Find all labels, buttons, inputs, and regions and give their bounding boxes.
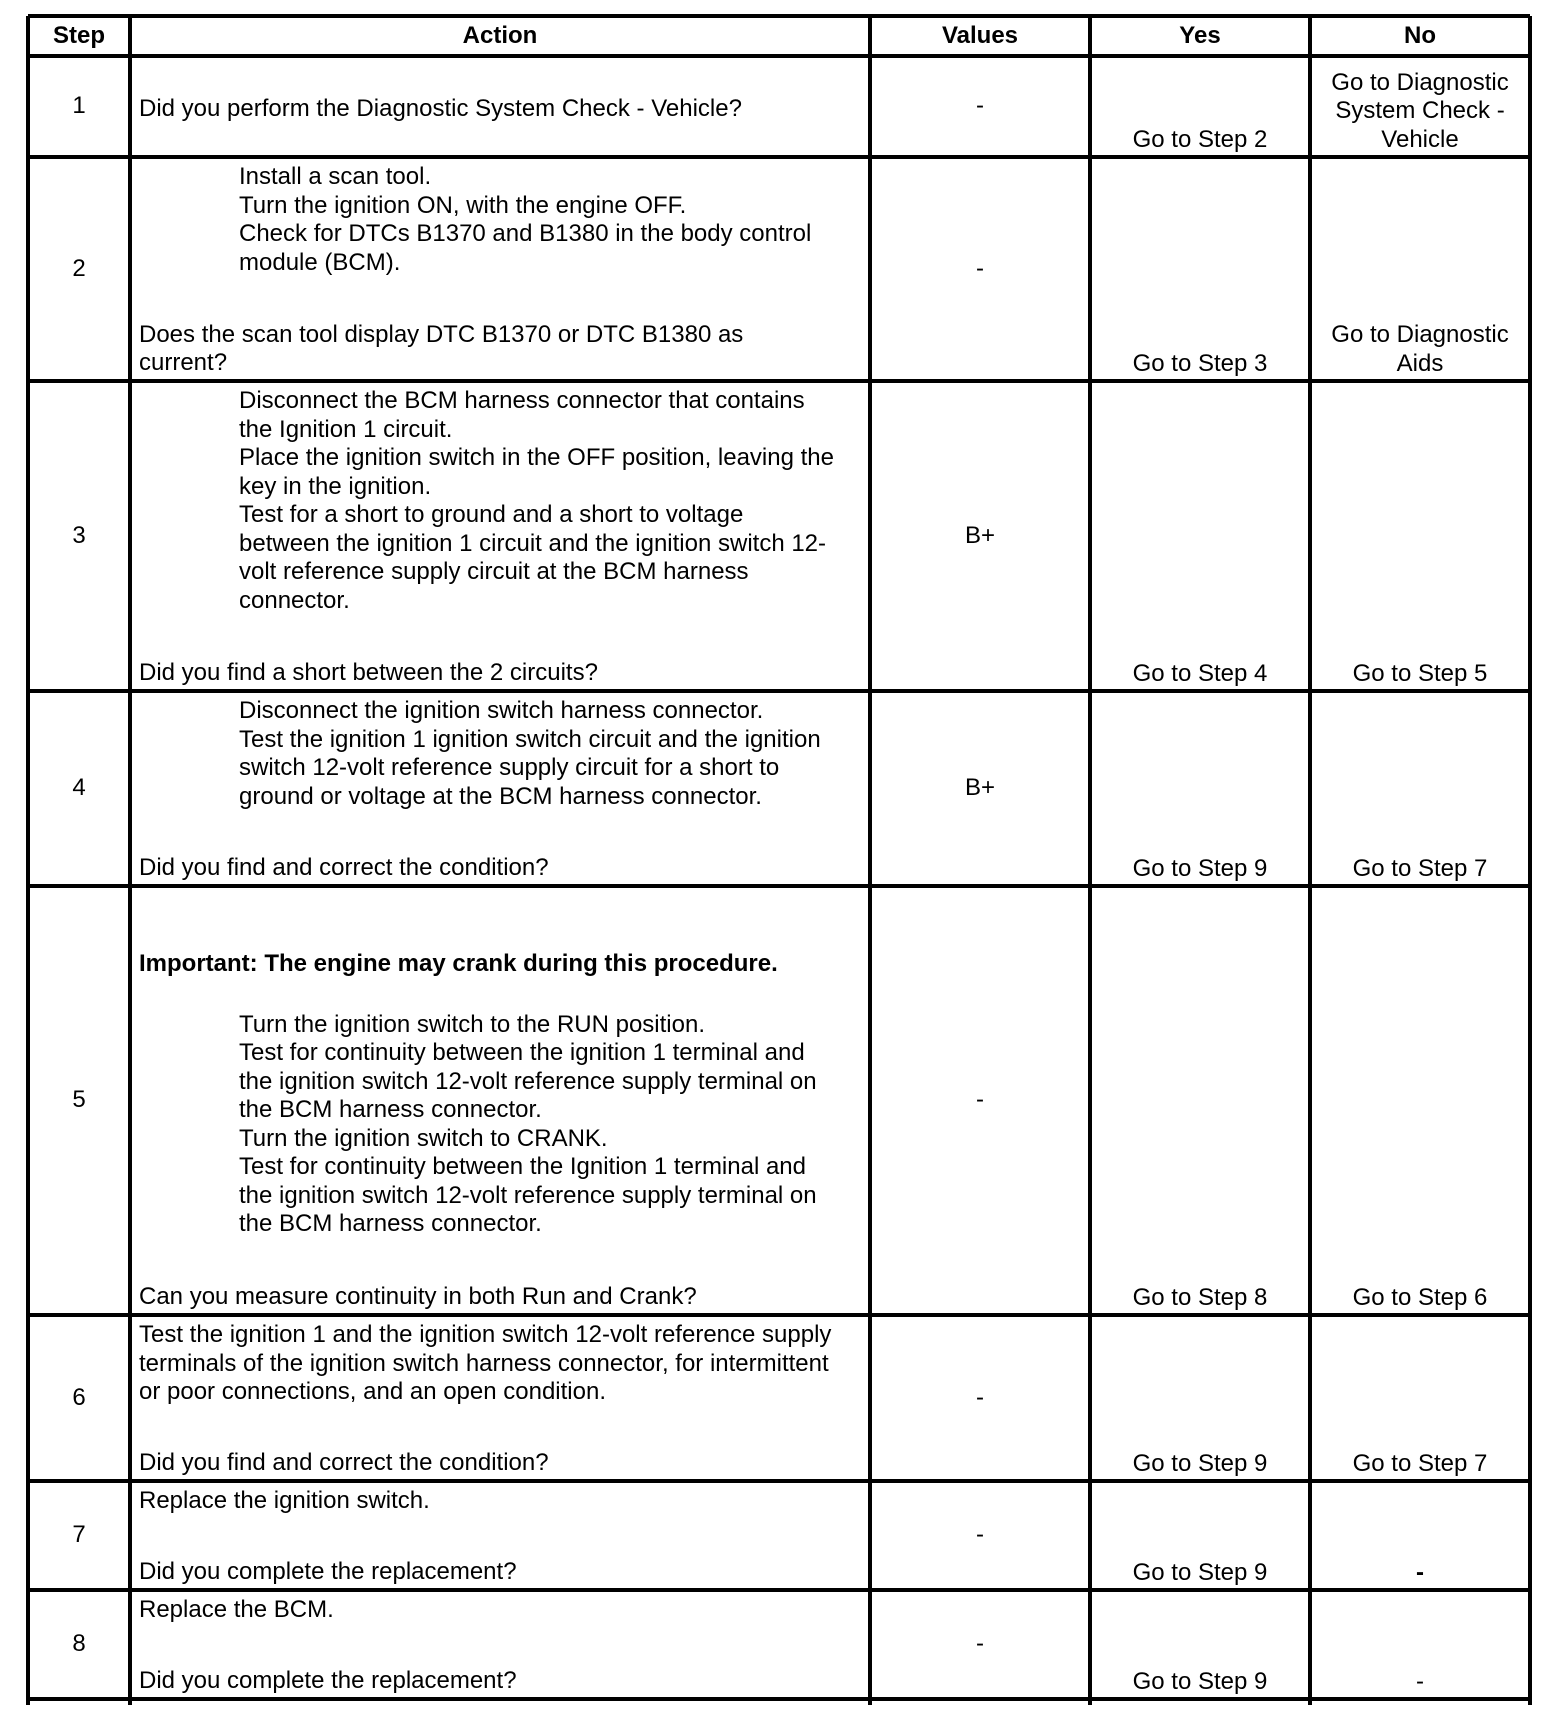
action-question: Did you find and correct the condition?: [139, 853, 549, 881]
action-cell: [132, 58, 868, 155]
yes-cell: [1092, 693, 1308, 884]
action-cell: [132, 888, 868, 1313]
yes-target: Go to Step 9: [1132, 1558, 1268, 1586]
values-cell: B+: [964, 774, 996, 802]
action-text: Replace the ignition switch.: [139, 1487, 430, 1514]
header-no: No: [1404, 21, 1436, 49]
no-target: Go to Step 6: [1352, 1283, 1488, 1311]
yes-target: Go to Step 2: [1132, 125, 1268, 153]
action-step: Test for continuity between the ignition 1 terminal and: [239, 1039, 805, 1066]
no-cell: [1312, 1483, 1528, 1588]
action-cell: [132, 1483, 868, 1588]
yes-cell: [1092, 159, 1308, 379]
action-step: Turn the ignition switch to CRANK.: [239, 1124, 608, 1152]
action-step: module (BCM).: [239, 248, 401, 276]
action-cell: [132, 383, 868, 689]
values-cell: -: [976, 1383, 984, 1411]
yes-cell: [1092, 58, 1308, 155]
action-step: between the ignition 1 circuit and the ignition switch 12-: [239, 529, 827, 557]
no-target: Go to Step 7: [1352, 854, 1488, 882]
no-target-line: Aids: [1396, 349, 1444, 377]
no-cell: [1312, 1592, 1528, 1697]
values-cell: -: [976, 254, 984, 282]
values-cell: -: [976, 92, 984, 120]
yes-target: Go to Step 8: [1132, 1283, 1268, 1311]
no-target: -: [1416, 1667, 1424, 1695]
no-target-line: Go to Diagnostic: [1331, 68, 1509, 96]
action-step: ground or voltage at the BCM harness connector.: [239, 782, 762, 810]
no-target: -: [1416, 1558, 1424, 1586]
action-cell: [132, 693, 868, 884]
no-target: Go to Step 5: [1352, 659, 1488, 687]
action-text: terminals of the ignition switch harness connector, for intermittent: [139, 1349, 829, 1377]
step-number: 5: [72, 1086, 86, 1114]
action-question: Can you measure continuity in both Run and Crank?: [139, 1282, 697, 1310]
row-border: [28, 1697, 1530, 1701]
step-number: 1: [72, 92, 86, 120]
col-border: [1528, 16, 1532, 1705]
action-step: key in the ignition.: [239, 472, 432, 500]
action-question: Did you find a short between the 2 circuits?: [139, 658, 598, 686]
yes-target: Go to Step 4: [1132, 659, 1268, 687]
action-step: Install a scan tool.: [239, 163, 432, 190]
yes-cell: [1092, 383, 1308, 689]
action-step: the ignition switch 12-volt reference supply terminal on: [239, 1067, 817, 1095]
yes-target: Go to Step 9: [1132, 1449, 1268, 1477]
action-step: Turn the ignition ON, with the engine OFF.: [239, 191, 687, 219]
action-step: connector.: [239, 586, 350, 614]
action-step: Test for a short to ground and a short to voltage: [239, 501, 744, 528]
yes-target: Go to Step 9: [1132, 854, 1268, 882]
action-step: the BCM harness connector.: [239, 1096, 542, 1123]
action-question: current?: [139, 348, 228, 376]
action-step: Disconnect the BCM harness connector that contains: [239, 387, 805, 414]
action-question: Did you perform the Diagnostic System Check - Vehicle?: [139, 94, 742, 122]
action-step: Test the ignition 1 ignition switch circuit and the ignition: [239, 725, 821, 753]
yes-cell: [1092, 1483, 1308, 1588]
action-question: Did you complete the replacement?: [139, 1557, 517, 1585]
action-step: the Ignition 1 circuit.: [239, 415, 453, 443]
step-number: 8: [72, 1630, 86, 1658]
action-text: Replace the BCM.: [139, 1596, 334, 1623]
values-cell: -: [976, 1521, 984, 1549]
yes-target: Go to Step 9: [1132, 1667, 1268, 1695]
action-step: the ignition switch 12-volt reference supply terminal on: [239, 1181, 817, 1209]
step-number: 4: [72, 774, 86, 802]
step-number: 6: [72, 1383, 86, 1411]
action-question: Did you complete the replacement?: [139, 1666, 517, 1694]
step-number: 3: [72, 521, 86, 549]
action-cell: [132, 159, 868, 379]
action-step: Test for continuity between the Ignition 1 terminal and: [239, 1153, 806, 1180]
header-values: Values: [941, 21, 1019, 49]
no-target-line: System Check -: [1335, 97, 1505, 124]
action-step: Turn the ignition switch to the RUN position.: [239, 1010, 705, 1038]
action-question: Did you find and correct the condition?: [139, 1448, 549, 1476]
yes-cell: [1092, 888, 1308, 1313]
no-target: Go to Step 7: [1352, 1449, 1488, 1477]
no-cell: [1312, 693, 1528, 884]
action-step: volt reference supply circuit at the BCM harness: [239, 558, 749, 585]
action-text: or poor connections, and an open condition.: [139, 1378, 607, 1405]
action-step: Disconnect the ignition switch harness connector.: [239, 697, 764, 724]
action-question: Does the scan tool display DTC B1370 or DTC B1380 as: [139, 320, 744, 348]
values-cell: B+: [964, 521, 996, 549]
header-action: Action: [462, 21, 538, 49]
yes-cell: [1092, 1592, 1308, 1697]
action-cell: [132, 1592, 868, 1697]
no-cell: [1312, 1317, 1528, 1479]
no-cell: [1312, 888, 1528, 1313]
action-cell: [132, 1317, 868, 1479]
action-step: Check for DTCs B1370 and B1380 in the body control: [239, 220, 812, 247]
values-cell: -: [976, 1086, 984, 1114]
no-target-line: Vehicle: [1381, 125, 1459, 153]
yes-target: Go to Step 3: [1132, 349, 1268, 377]
step-number: 2: [72, 254, 86, 282]
action-step: Place the ignition switch in the OFF position, leaving the: [239, 444, 834, 471]
step-number: 7: [72, 1521, 86, 1549]
no-cell: [1312, 159, 1528, 379]
no-cell: [1312, 58, 1528, 155]
no-target-line: Go to Diagnostic: [1331, 321, 1509, 348]
action-text: Test the ignition 1 and the ignition switch 12-volt reference supply: [139, 1321, 832, 1348]
important-note: Important: The engine may crank during this procedure.: [139, 950, 778, 977]
no-cell: [1312, 383, 1528, 689]
header-yes: Yes: [1179, 21, 1221, 49]
yes-cell: [1092, 1317, 1308, 1479]
action-step: the BCM harness connector.: [239, 1210, 542, 1237]
values-cell: -: [976, 1630, 984, 1658]
action-step: switch 12-volt reference supply circuit for a short to: [239, 754, 780, 781]
header-step: Step: [52, 21, 105, 49]
